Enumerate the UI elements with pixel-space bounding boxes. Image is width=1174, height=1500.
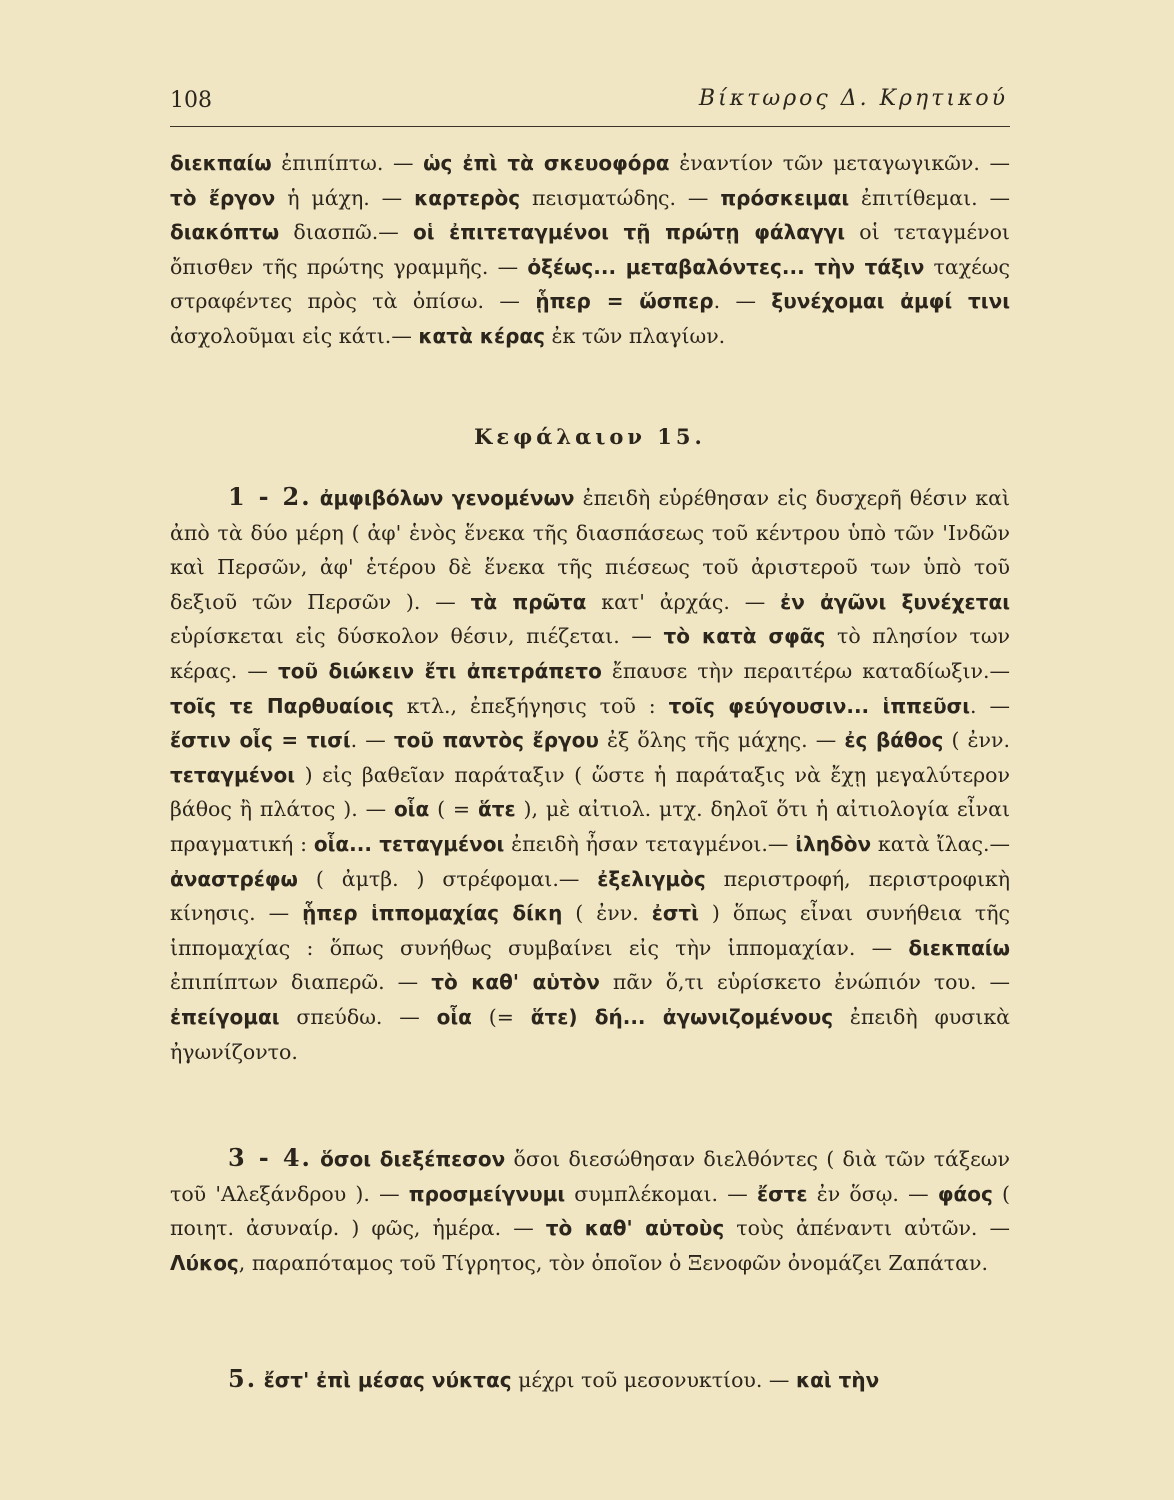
lemma: κατὰ κέρας — [418, 323, 546, 348]
section-5 — [170, 1362, 1010, 1398]
gloss: ) ὅπως εἶναι συνήθεια τῆς ἱππομαχίας : ὅπως συνήθως συμβαίνει εἰς τὴν ἱππομαχίαν. — — [170, 901, 1010, 960]
lemma: Λύκος — [170, 1250, 239, 1275]
gloss: ἐπιπίπτω. — — [271, 151, 424, 175]
lemma: ἔστε — [756, 1181, 808, 1206]
lemma: ἀναστρέφω — [170, 866, 298, 891]
gloss: οἱ τεταγμένοι ὄπισθεν τῆς πρώτης γραμμῆς. — — [170, 220, 1010, 279]
gloss: ) εἰς βαθεῖαν παράταξιν ( ὥστε ἡ παράταξις νὰ ἔχῃ μεγαλύτερον βάθος ἢ πλάτος ). — — [170, 762, 1010, 822]
intro-text — [170, 146, 1010, 354]
gloss: κατ' ἀρχάς. — — [586, 589, 781, 614]
lemma: διεκπαίω — [170, 151, 272, 175]
gloss: ἐναντίον τῶν μεταγωγικῶν. — — [669, 151, 1011, 175]
section-3-4 — [170, 1141, 1010, 1280]
lemma: ἐς βάθος — [844, 728, 944, 753]
gloss: μέχρι τοῦ μεσονυκτίου. — — [511, 1368, 796, 1392]
gloss: . — — [350, 728, 394, 753]
lemma: ὀξέως... μεταβαλόντες... τὴν τάξιν — [527, 254, 925, 279]
gloss: ἐπιπίπτων διαπερῶ. — — [170, 970, 432, 995]
lemma: ὡς ἐπὶ τὰ σκευοφόρα — [423, 151, 670, 175]
lemma: οἱ ἐπιτεταγμένοι τῇ πρώτῃ φάλαγγι — [412, 220, 846, 245]
gloss: τοὺς ἀπέναντι αὐτῶν. — — [724, 1216, 1010, 1241]
gloss: , παραπόταμος τοῦ Τίγρητος, τὸν ὁποῖον ὁ Ξενοφῶν ὀνομάζει Ζαπάταν. — [238, 1250, 988, 1275]
gloss: ἔπαυσε τὴν περαιτέρω καταδίωξιν.— — [601, 658, 1011, 683]
lemma: ἔστ' ἐπὶ μέσας νύκτας — [263, 1368, 512, 1392]
lemma: ἐστὶ — [651, 901, 699, 926]
gloss: περιστροφή, περιστροφικὴ κίνησις. — — [170, 866, 1010, 926]
gloss: εὑρίσκεται εἰς δύσκολον θέσιν, πιέζεται. — — [170, 624, 664, 649]
gloss: ἐπιτίθεμαι. — — [849, 185, 1011, 210]
lemma: ᾗπερ = ὥσπερ — [535, 289, 714, 314]
gloss: σπεύδω. — — [279, 1004, 437, 1029]
gloss: κατὰ ἴλας.— — [871, 831, 1011, 856]
gloss: ταχέως στραφέντες πρὸς τὰ ὀπίσω. — — [170, 254, 1010, 314]
lemma: ἀμφιβόλων γενομένων — [319, 486, 575, 510]
gloss: πεισματώδης. — — [520, 185, 721, 210]
lemma: ἅτε) δή... ἀγωνιζομένους — [530, 1004, 834, 1029]
gloss: ἀσχολοῦμαι εἰς κάτι.— — [170, 323, 419, 348]
lemma: τοῦ διώκειν ἔτι ἀπετράπετο — [277, 658, 602, 683]
lemma: οἷα — [436, 1004, 472, 1029]
section-1-2 — [170, 480, 1010, 1069]
gloss: ), μὲ αἰτιολ. μτχ. δηλοῖ ὅτι ἡ αἰτιολογία εἶναι πραγματική : — [170, 797, 1010, 856]
section-number: 1 - 2. — [228, 482, 312, 511]
gloss: ὅσοι διεσώθησαν διελθόντες ( διὰ τῶν τάξεων τοῦ 'Αλεξάνδρου ). — — [170, 1147, 1010, 1206]
lemma: οἷα — [393, 797, 430, 822]
lemma: τοῖς φεύγουσιν... ἱππεῦσι — [668, 693, 971, 718]
gloss: συμπλέκομαι. — — [565, 1181, 757, 1206]
lemma: ἔστιν οἷς = τισί — [170, 728, 351, 753]
gloss: ἐν ὅσῳ. — — [807, 1181, 938, 1206]
lemma: τεταγμένοι — [170, 762, 296, 787]
lemma: ἐπείγομαι — [170, 1004, 280, 1029]
lemma: ὅσοι διεξέπεσον — [320, 1147, 506, 1171]
lemma: καρτερὸς — [414, 185, 521, 210]
gloss: ἐπειδὴ ἦσαν τεταγμένοι.— — [504, 831, 796, 856]
gloss: τὸ πλησίον των κέρας. — — [170, 624, 1010, 683]
lemma: τὰ πρῶτα — [470, 589, 587, 614]
gloss: . — — [713, 289, 772, 314]
lemma: φάος — [937, 1181, 993, 1206]
lemma: προσμείγνυμι — [408, 1181, 566, 1206]
gloss: ( ἐνν. — [562, 901, 652, 926]
lemma: ἰληδὸν — [795, 831, 872, 856]
page-header — [170, 82, 1010, 122]
gloss: κτλ., ἐπεξήγησις τοῦ : — [393, 693, 669, 718]
lemma: τὸ καθ' αὑτὸν — [431, 970, 600, 995]
lemma: ἅτε — [477, 797, 516, 822]
gloss: ( ποιητ. ἀσυναίρ. ) φῶς, ἡμέρα. — — [170, 1181, 1010, 1241]
section-paragraph — [170, 1141, 1010, 1280]
gloss: διασπῶ.— — [279, 220, 413, 245]
lemma: διακόπτω — [170, 220, 280, 245]
lemma: τοῖς τε Παρθυαίοις — [170, 693, 394, 718]
gloss: ἐπειδὴ εὑρέθησαν εἰς δυσχερῆ θέσιν καὶ ἀπὸ τὰ δύο μέρη ( ἀφ' ἑνὸς ἕνεκα τῆς διασπάσεως τοῦ κέντρου ὑπὸ τῶν 'Ινδῶν καὶ Περσῶν, ἀφ' ἑτέρου δὲ ἕνεκα τῆς πιέσεως τοῦ ἀριστεροῦ των ὑπὸ τοῦ δεξιοῦ τῶν Περσῶν ). — — [170, 486, 1010, 614]
section-paragraph — [170, 1362, 1010, 1398]
gloss: ( ἀμτβ. ) στρέφομαι.— — [297, 866, 598, 891]
gloss: ἡ μάχη. — — [275, 185, 415, 210]
chapter-heading: Κεφάλαιον 15. — [474, 424, 706, 449]
section-number: 5. — [228, 1364, 258, 1393]
lemma: τοῦ παντὸς ἔργου — [393, 728, 599, 753]
header-rule — [170, 126, 1010, 127]
lemma: οἷα... τεταγμένοι — [313, 831, 505, 856]
page-number: 108 — [170, 88, 212, 113]
lemma: ξυνέχομαι ἀμφί τινι — [771, 289, 1010, 314]
running-title: Βίκτωρος Δ. Κρητικού — [698, 86, 1008, 111]
lemma: τὸ καθ' αὑτοὺς — [545, 1216, 725, 1241]
gloss: (= — [471, 1004, 531, 1029]
section-number: 3 - 4. — [228, 1143, 312, 1172]
lemma: διεκπαίω — [908, 935, 1010, 960]
gloss: πᾶν ὅ,τι εὑρίσκετο ἐνώπιόν του. — — [599, 970, 1011, 995]
section-paragraph — [170, 480, 1010, 1069]
lemma: καὶ τὴν — [795, 1368, 880, 1392]
gloss: ἐξ ὅλης τῆς μάχης. — — [598, 728, 845, 753]
lemma: πρόσκειμαι — [720, 185, 850, 210]
gloss: ἐπειδὴ φυσικὰ ἠγωνίζοντο. — [170, 1004, 1010, 1064]
lemma: ἐν ἀγῶνι ξυνέχεται — [780, 589, 1010, 614]
lemma: τὸ ἔργον — [170, 185, 276, 210]
lemma: ᾗπερ ἱππομαχίας δίκη — [302, 901, 563, 926]
lemma: τὸ κατὰ σφᾶς — [663, 624, 826, 649]
gloss: ( ἐνν. — [943, 728, 1011, 753]
gloss: . — — [970, 693, 1010, 718]
gloss: ἐκ τῶν πλαγίων. — [545, 323, 726, 348]
gloss: ( = — [429, 797, 478, 822]
lemma: ἐξελιγμὸς — [597, 866, 706, 891]
intro-paragraph — [170, 146, 1010, 354]
